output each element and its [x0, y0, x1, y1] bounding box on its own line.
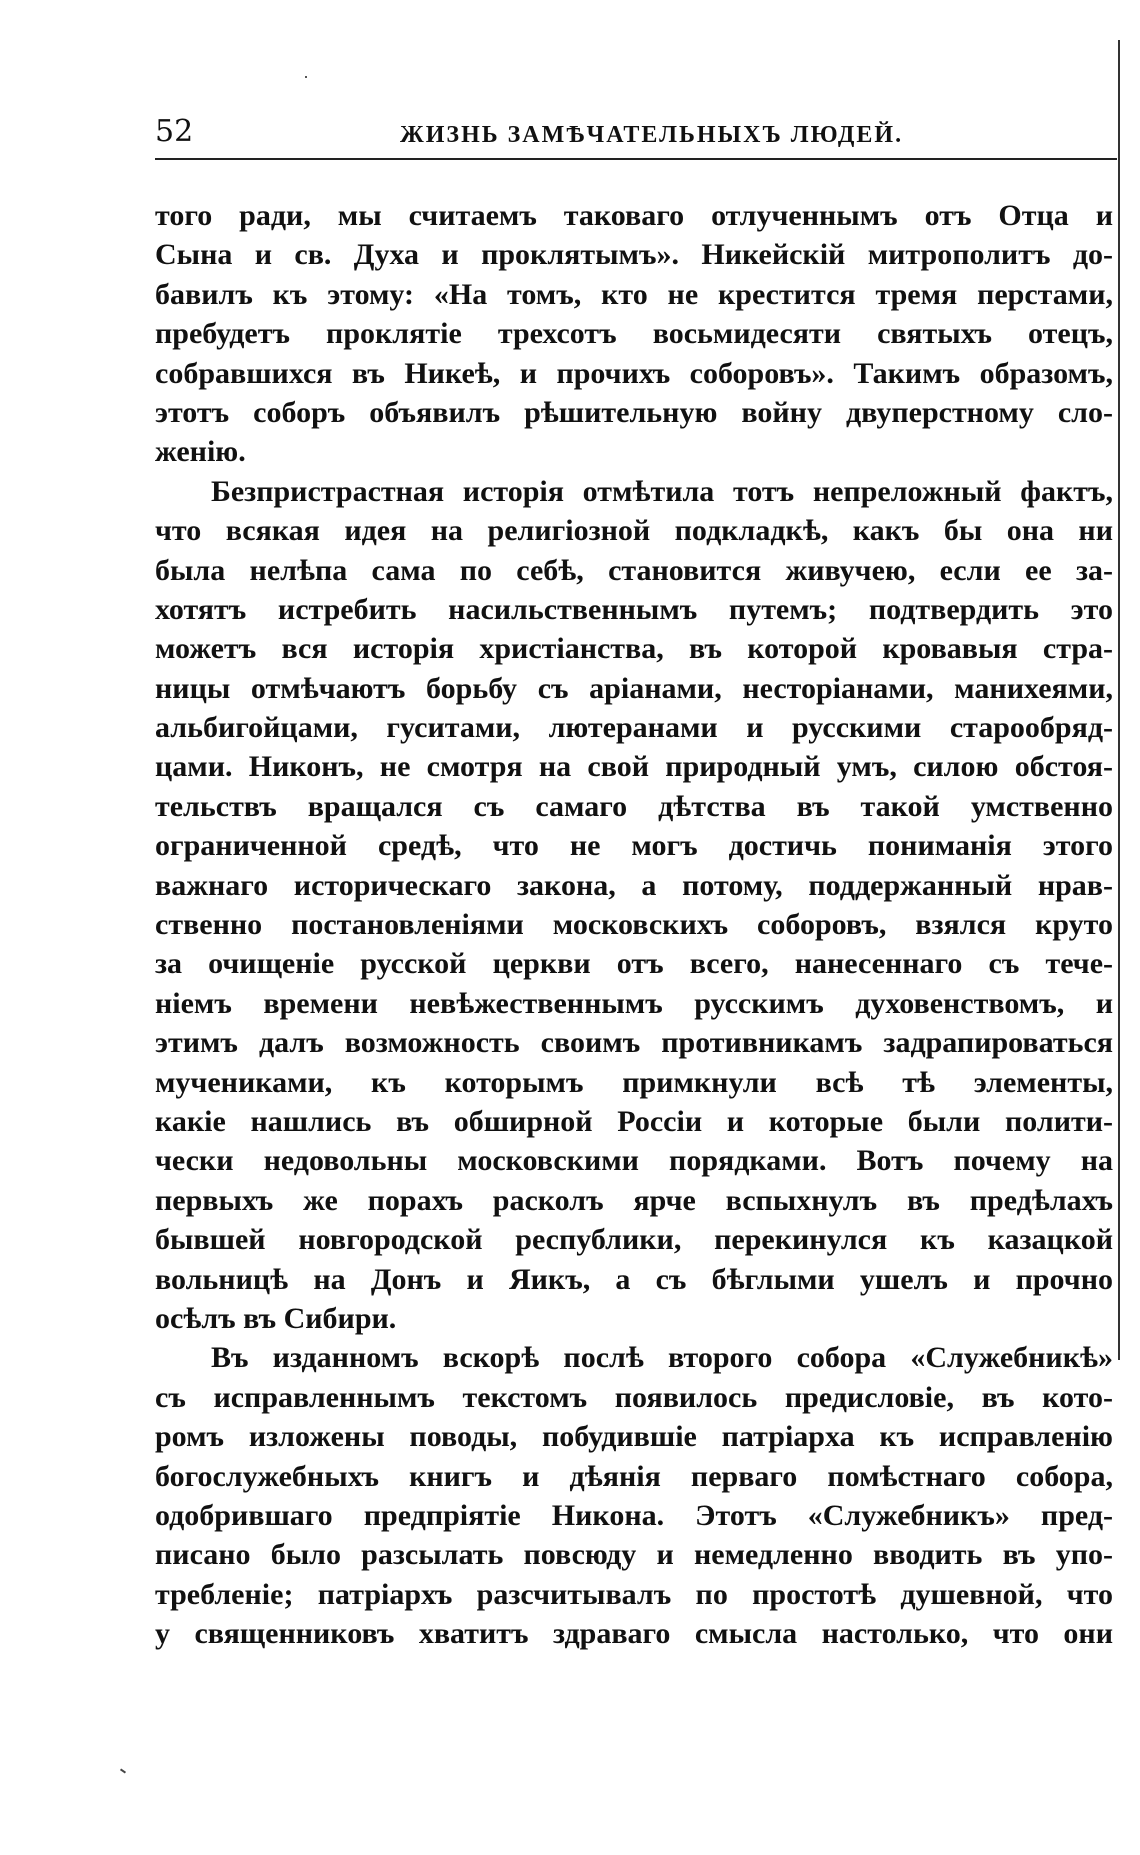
text-line: Сына и св. Духа и проклятымъ». Никейскій митрополитъ до- [155, 238, 1113, 272]
text-line: ограниченной средѣ, что не могъ достичь пониманія этого [155, 829, 1113, 863]
text-line: мучениками, къ которымъ примкнули всѣ тѣ элементы, [155, 1065, 1113, 1099]
text-line: у священниковъ хватитъ здраваго смысла настолько, что они [155, 1617, 1113, 1651]
text-line: какіе нашлись въ обширной Россіи и которые были полити- [155, 1104, 1113, 1138]
text-line: тельствъ вращался съ самаго дѣтства въ такой умственно [155, 789, 1113, 823]
text-line: хотятъ истребить насильственнымъ путемъ; подтвердить это [155, 592, 1113, 626]
text-line: бавилъ къ этому: «На томъ, кто не крестится тремя перстами, [155, 277, 1113, 311]
text-line: ніемъ времени невѣжественнымъ русскимъ духовенствомъ, и [155, 986, 1113, 1020]
text-line: ромъ изложены поводы, побудившіе патріарха къ исправленію [155, 1420, 1113, 1454]
text-line: этотъ соборъ объявилъ рѣшительную войну двуперстному сло- [155, 395, 1113, 429]
page-edge-line [1118, 40, 1120, 1360]
text-line: первыхъ же порахъ расколъ ярче вспыхнулъ въ предѣлахъ [155, 1183, 1113, 1217]
page-header [155, 112, 1115, 158]
body-text [155, 196, 1113, 1653]
text-line: съ исправленнымъ текстомъ появилось предисловіе, въ кото- [155, 1380, 1113, 1414]
text-line: Безпристрастная исторія отмѣтила тотъ непреложный фактъ, [211, 474, 1113, 508]
text-line: того ради, мы считаемъ таковаго отлученнымъ отъ Отца и [155, 199, 1113, 232]
text-line: что всякая идея на религіозной подкладкѣ, какъ бы она ни [155, 514, 1113, 548]
text-line: ницы отмѣчаютъ борьбу съ аріанами, несторіанами, манихеями, [155, 671, 1113, 705]
text-line: цами. Никонъ, не смотря на свой природный умъ, силою обстоя- [155, 750, 1113, 784]
text-line: женію. [155, 435, 246, 469]
text-line: чески недовольны московскими порядками. Вотъ почему на [155, 1144, 1113, 1178]
text-line: вольницѣ на Донъ и Яикъ, а съ бѣглыми ушелъ и прочно [155, 1262, 1113, 1296]
text-line: этимъ далъ возможность своимъ противникамъ задрапироваться [155, 1026, 1113, 1060]
text-line: важнаго историческаго закона, а потому, поддержанный нрав- [155, 868, 1113, 902]
text-line: за очищеніе русской церкви отъ всего, нанесеннаго съ тече- [155, 947, 1113, 981]
text-line: ственно постановленіями московскихъ соборовъ, взялся круто [155, 908, 1113, 942]
text-line: одобрившаго предпріятіе Никона. Этотъ «Служебникъ» пред- [155, 1498, 1113, 1532]
text-line: можетъ вся исторія христіанства, въ которой кровавыя стра- [155, 632, 1113, 666]
text-line: альбигойцами, гуситами, лютеранами и русскими старообряд- [155, 711, 1113, 745]
text-line: Въ изданномъ вскорѣ послѣ второго собора «Служебникѣ» [211, 1341, 1113, 1375]
text-line: пребудетъ проклятіе трехсотъ восьмидесяти святыхъ отецъ, [155, 317, 1113, 351]
text-line: осѣлъ въ Сибири. [155, 1301, 397, 1335]
text-line: бывшей новгородской республики, перекинулся къ казацкой [155, 1223, 1113, 1257]
scan-speck [305, 76, 307, 78]
text-line: писано было разсылать повсюду и немедленно вводить въ упо- [155, 1538, 1113, 1572]
page-number: 52 [155, 114, 194, 149]
header-rule [155, 158, 1117, 160]
text-line: требленіе; патріархъ разсчитывалъ по простотѣ душевной, что [155, 1577, 1113, 1611]
text-line: богослужебныхъ книгъ и дѣянія перваго помѣстнаго собора, [155, 1459, 1113, 1493]
scan-mark [120, 1768, 126, 1773]
running-title: ЖИЗНЬ ЗАМѢЧАТЕЛЬНЫХЪ ЛЮДЕЙ. [400, 122, 904, 148]
text-line: была нелѣпа сама по себѣ, становится живучею, если ее за- [155, 553, 1113, 587]
text-line: собравшихся въ Никеѣ, и прочихъ соборовъ». Такимъ образомъ, [155, 356, 1113, 390]
